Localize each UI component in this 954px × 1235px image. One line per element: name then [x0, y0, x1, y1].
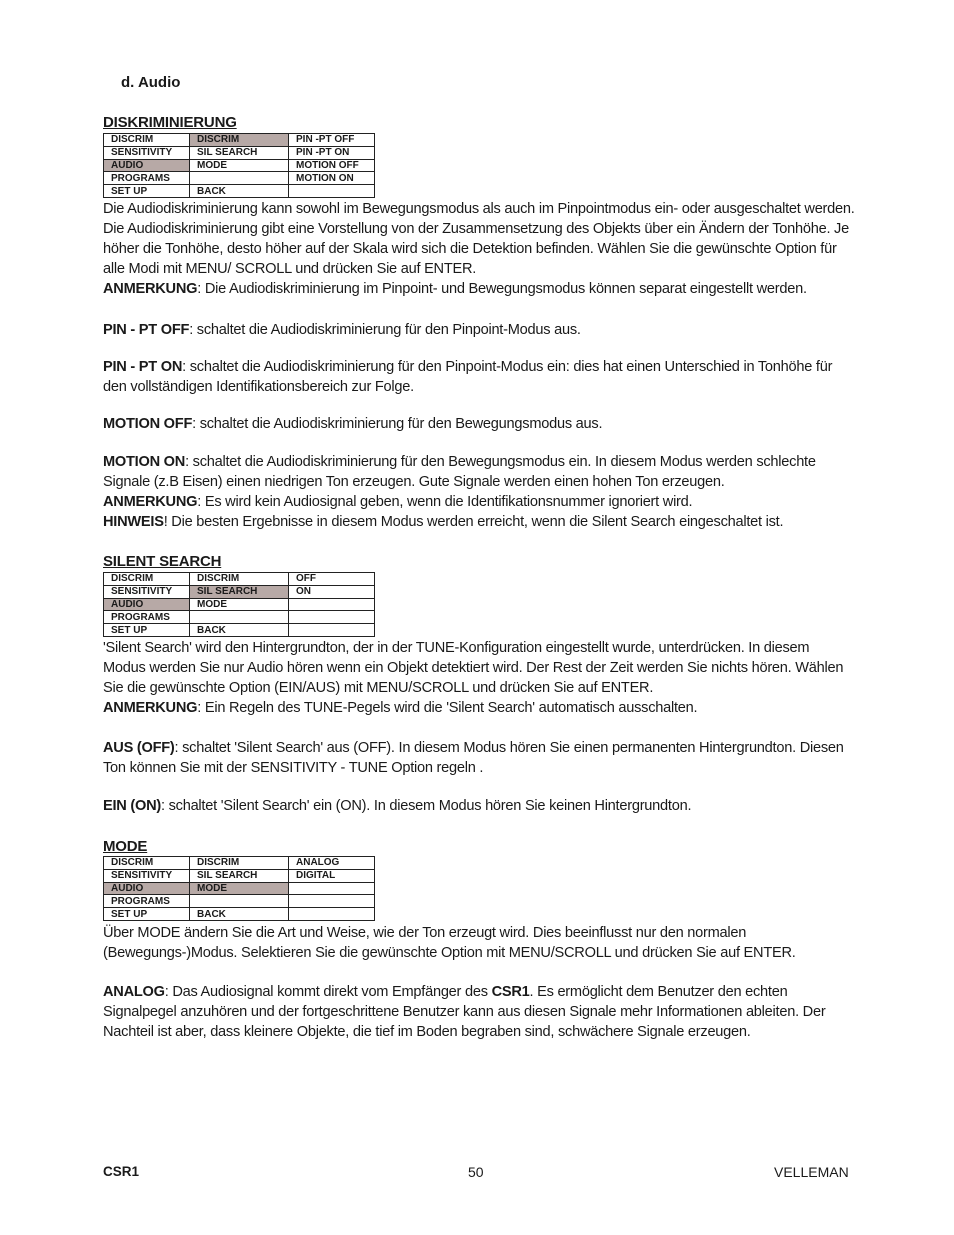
menu-row — [104, 146, 375, 159]
menu-cell: MODE — [190, 598, 289, 611]
section-title: d. Audio — [121, 74, 181, 91]
silent-intro: 'Silent Search' wird den Hintergrundton, der in der TUNE-Konfiguration eingestellt wurde, unterdrücken. In diesem Modus werden Sie nur Audio hören wenn ein Objekt detektiert wird. Der Rest der Zeit werden Sie nichts hören. Wählen Sie die gewünschte Option (EIN/AUS) mit MENU/SCROLL und drücken Sie auf ENTER. — [103, 640, 844, 696]
menu-row — [104, 908, 375, 921]
menu-row — [104, 624, 375, 637]
silent-description — [103, 638, 855, 718]
hint-text: ! Die besten Ergebnisse in diesem Modus werden erreicht, wenn die Silent Search eingeschaltet ist. — [163, 514, 784, 530]
menu-cell: PIN -PT OFF — [289, 134, 375, 147]
menu-cell: DISCRIM — [190, 857, 289, 870]
note2-text: : Es wird kein Audiosignal geben, wenn die Identifikationsnummer ignoriert wird. — [197, 494, 693, 510]
menu-cell — [289, 185, 375, 198]
analog-csr: CSR1 — [491, 984, 530, 1000]
menu-cell-selected: DISCRIM — [190, 134, 289, 147]
menu-cell: ANALOG — [289, 857, 375, 870]
menu-cell: DISCRIM — [190, 573, 289, 586]
mode-menu-table — [103, 856, 375, 921]
mode-title: MODE — [103, 838, 148, 855]
silent-off-text: : schaltet 'Silent Search' aus (OFF). In diesem Modus hören Sie einen permanenten Hintergrundton. Diesen Ton können Sie mit der SENSITIVITY - TUNE Option regeln . — [103, 740, 844, 776]
motion-on-text: : schaltet die Audiodiskriminierung für den Bewegungsmodus ein. In diesem Modus werden schlechte Signale (z.B Eisen) einen niedrigen Ton erzeugen. Gute Signale werden einen hohen Ton erzeugen. — [103, 454, 816, 490]
discrim-menu-table — [103, 133, 375, 198]
analog-text-a: : Das Audiosignal kommt direkt vom Empfänger des — [164, 984, 492, 1000]
motion-off-label: MOTION OFF — [103, 416, 193, 432]
menu-cell: SENSITIVITY — [104, 869, 190, 882]
menu-cell: DIGITAL — [289, 869, 375, 882]
menu-cell — [289, 611, 375, 624]
pin-on-paragraph — [103, 357, 855, 397]
menu-cell — [289, 895, 375, 908]
motion-on-label: MOTION ON — [103, 454, 186, 470]
menu-cell: DISCRIM — [104, 573, 190, 586]
note2-label: ANMERKUNG — [103, 494, 198, 510]
menu-cell: SET UP — [104, 624, 190, 637]
pin-off-text: : schaltet die Audiodiskriminierung für den Pinpoint-Modus aus. — [189, 322, 581, 338]
menu-cell: DISCRIM — [104, 134, 190, 147]
menu-cell: MOTION ON — [289, 172, 375, 185]
menu-cell: SET UP — [104, 185, 190, 198]
silent-title: SILENT SEARCH — [103, 553, 222, 570]
menu-cell — [289, 882, 375, 895]
discrim-description — [103, 199, 855, 299]
silent-on-label: EIN (ON) — [103, 798, 161, 814]
menu-cell: MODE — [190, 159, 289, 172]
menu-cell-selected: AUDIO — [104, 159, 190, 172]
silent-note-text: : Ein Regeln des TUNE-Pegels wird die 'Silent Search' automatisch ausschalten. — [197, 700, 698, 716]
menu-cell: ON — [289, 585, 375, 598]
menu-row — [104, 134, 375, 147]
analog-paragraph — [103, 982, 855, 1042]
pin-on-label: PIN - PT ON — [103, 359, 183, 375]
discrim-title: DISKRIMINIERUNG — [103, 114, 237, 131]
mode-intro: Über MODE ändern Sie die Art und Weise, wie der Ton erzeugt wird. Dies beeinflusst nur den normalen (Bewegungs-)Modus. Selektieren Sie die gewünschte Option mit MENU/SCROLL und drücken Sie auf ENTER. — [103, 925, 796, 961]
silent-off-paragraph — [103, 738, 855, 778]
menu-cell: SENSITIVITY — [104, 146, 190, 159]
menu-row — [104, 869, 375, 882]
menu-cell: SENSITIVITY — [104, 585, 190, 598]
note-text: : Die Audiodiskriminierung im Pinpoint- und Bewegungsmodus können separat eingestellt werden. — [197, 281, 807, 297]
menu-row — [104, 159, 375, 172]
menu-cell — [289, 598, 375, 611]
motion-on-paragraph — [103, 452, 855, 532]
menu-cell — [289, 624, 375, 637]
menu-row — [104, 185, 375, 198]
silent-on-text: : schaltet 'Silent Search' ein (ON). In diesem Modus hören Sie keinen Hintergrundton. — [161, 798, 692, 814]
analog-label: ANALOG — [103, 984, 165, 1000]
silent-menu-table — [103, 572, 375, 637]
menu-cell: DISCRIM — [104, 857, 190, 870]
silent-note-label: ANMERKUNG — [103, 700, 198, 716]
mode-description — [103, 923, 855, 963]
footer-model: CSR1 — [103, 1164, 140, 1179]
menu-cell-selected: AUDIO — [104, 598, 190, 611]
menu-row — [104, 857, 375, 870]
menu-row — [104, 882, 375, 895]
hint-label: HINWEIS — [103, 514, 164, 530]
menu-cell: PROGRAMS — [104, 895, 190, 908]
menu-row — [104, 573, 375, 586]
menu-cell: SIL SEARCH — [190, 869, 289, 882]
motion-off-text: : schaltet die Audiodiskriminierung für den Bewegungsmodus aus. — [192, 416, 603, 432]
menu-cell-selected: AUDIO — [104, 882, 190, 895]
menu-row — [104, 895, 375, 908]
menu-cell: BACK — [190, 908, 289, 921]
menu-cell: PIN -PT ON — [289, 146, 375, 159]
menu-cell: PROGRAMS — [104, 172, 190, 185]
menu-cell — [190, 895, 289, 908]
menu-cell: BACK — [190, 185, 289, 198]
menu-cell — [289, 908, 375, 921]
pin-off-label: PIN - PT OFF — [103, 322, 190, 338]
menu-cell-selected: MODE — [190, 882, 289, 895]
menu-row — [104, 172, 375, 185]
menu-cell: MOTION OFF — [289, 159, 375, 172]
analog-text-b: . Es ermöglicht dem Benutzer den echten Signalpegel anzuhören und der fortgeschrittene Benutzer kann aus diesen Signale mehr Informationen ableiten. Der Nachteil ist aber, dass kleinere Objekte, die tief im Boden begraben sind, schwächere Signale erzeugen. — [103, 984, 826, 1040]
silent-on-paragraph — [103, 796, 855, 816]
menu-row — [104, 598, 375, 611]
menu-cell: BACK — [190, 624, 289, 637]
footer-brand: VELLEMAN — [774, 1164, 849, 1180]
pin-on-text: : schaltet die Audiodiskriminierung für den Pinpoint-Modus ein: dies hat einen Unterschied in Tonhöhe für den vollständigen Identifikationsbereich zur Folge. — [103, 359, 833, 395]
menu-cell-selected: SIL SEARCH — [190, 585, 289, 598]
menu-row — [104, 611, 375, 624]
discrim-intro: Die Audiodiskriminierung kann sowohl im Bewegungsmodus als auch im Pinpointmodus ein- oder ausgeschaltet werden. Die Audiodiskriminierung gibt eine Vorstellung von der Zusammensetzung des Objekts über ein Ändern der Tonhöhe. Je höher die Tonhöhe, desto höher auf der Skala wird sich die Detektion befinden. Wählen Sie die gewünschte Option für alle Modi mit MENU/ SCROLL und drücken Sie auf ENTER. — [103, 201, 855, 277]
menu-cell: OFF — [289, 573, 375, 586]
menu-cell: SIL SEARCH — [190, 146, 289, 159]
menu-cell — [190, 611, 289, 624]
menu-cell: PROGRAMS — [104, 611, 190, 624]
discrim-note — [103, 279, 855, 299]
pin-off-paragraph — [103, 320, 855, 340]
note-label: ANMERKUNG — [103, 281, 198, 297]
menu-row — [104, 585, 375, 598]
footer-page-number: 50 — [468, 1164, 484, 1180]
menu-cell: SET UP — [104, 908, 190, 921]
motion-off-paragraph — [103, 414, 855, 434]
silent-off-label: AUS (OFF) — [103, 740, 175, 756]
menu-cell — [190, 172, 289, 185]
